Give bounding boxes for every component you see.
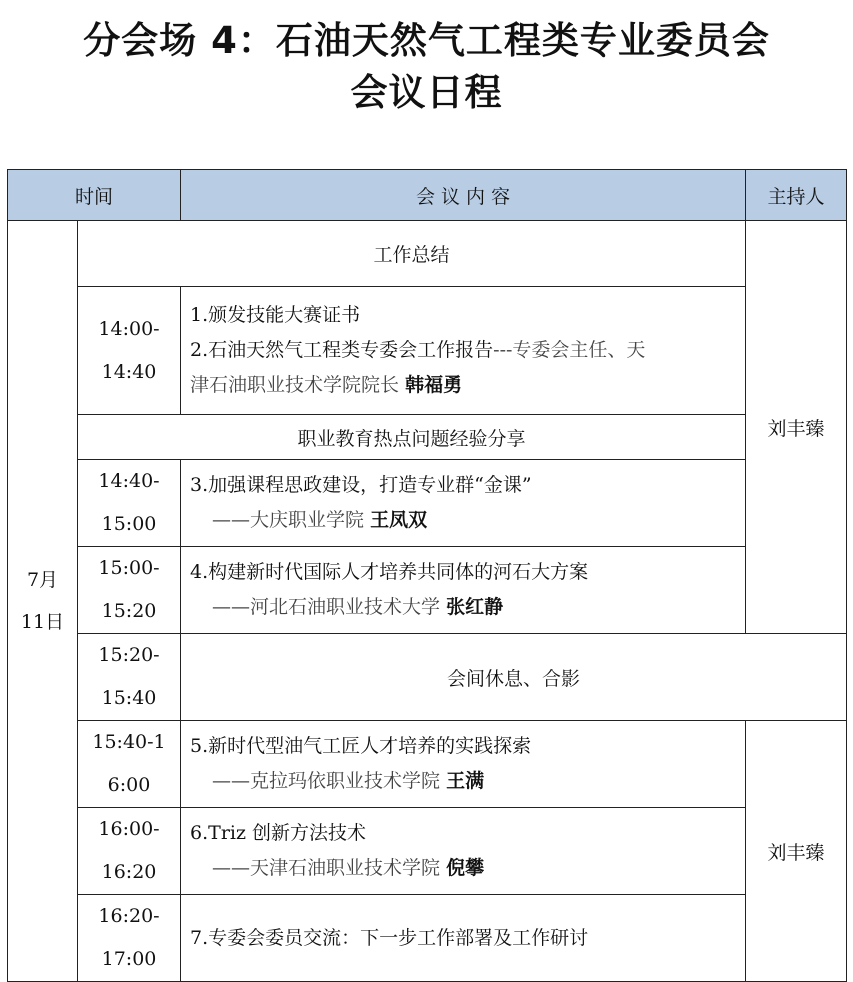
time-start: 16:00- bbox=[98, 818, 160, 840]
agenda-item bbox=[190, 368, 745, 403]
schedule-table bbox=[7, 169, 847, 982]
content-cell bbox=[181, 895, 746, 982]
time-cell bbox=[78, 460, 181, 547]
agenda-org: ---专委会主任、天 bbox=[493, 339, 646, 361]
date-cell bbox=[8, 221, 78, 982]
agenda-item: 1.颁发技能大赛证书 bbox=[190, 304, 361, 326]
time-end: 6:00 bbox=[107, 774, 151, 796]
agenda-org-line bbox=[190, 851, 745, 886]
speaker-name: 王凤双 bbox=[370, 509, 428, 531]
time-cell bbox=[78, 287, 181, 415]
agenda-topic: 2.石油天然气工程类专委会工作报告 bbox=[190, 339, 494, 361]
time-end: 15:40 bbox=[101, 687, 157, 709]
table-row bbox=[8, 221, 847, 287]
agenda-topic: 5.新时代型油气工匠人才培养的实践探索 bbox=[190, 735, 532, 757]
time-cell bbox=[78, 895, 181, 982]
table-row bbox=[8, 721, 847, 808]
break-cell: 会间休息、合影 bbox=[181, 634, 847, 721]
table-row bbox=[8, 895, 847, 982]
table-row bbox=[8, 547, 847, 634]
host-cell: 刘丰臻 bbox=[746, 221, 847, 634]
table-row bbox=[8, 634, 847, 721]
table-row bbox=[8, 415, 847, 460]
time-start: 15:00- bbox=[98, 557, 160, 579]
speaker-name: 王满 bbox=[446, 770, 485, 792]
agenda-topic: 6.Triz 创新方法技术 bbox=[190, 822, 367, 844]
header-content: 会 议 内 容 bbox=[181, 170, 746, 221]
agenda-org-line bbox=[190, 590, 745, 625]
agenda-org: ——天津石油职业技术学院 bbox=[212, 857, 441, 879]
table-row bbox=[8, 460, 847, 547]
time-start: 15:20- bbox=[98, 644, 160, 666]
agenda-item bbox=[190, 333, 745, 368]
page-subtitle: 会议日程 bbox=[350, 71, 503, 114]
agenda-org: ——河北石油职业技术大学 bbox=[212, 596, 441, 618]
time-end: 16:20 bbox=[101, 861, 157, 883]
agenda-org-line bbox=[190, 764, 745, 799]
time-end: 15:00 bbox=[101, 513, 157, 535]
time-start: 14:00- bbox=[98, 317, 160, 340]
time-end: 14:40 bbox=[101, 360, 157, 383]
section-heading: 工作总结 bbox=[78, 221, 746, 287]
date-month: 7月 bbox=[26, 569, 59, 591]
content-cell bbox=[181, 808, 746, 895]
section-heading: 职业教育热点问题经验分享 bbox=[78, 415, 746, 460]
content-cell bbox=[181, 547, 746, 634]
time-cell bbox=[78, 808, 181, 895]
table-row bbox=[8, 808, 847, 895]
date-day: 11日 bbox=[20, 611, 65, 633]
speaker-name: 韩福勇 bbox=[405, 374, 463, 396]
table-header-row bbox=[8, 170, 847, 221]
header-host: 主持人 bbox=[746, 170, 847, 221]
agenda-org-line bbox=[190, 503, 745, 538]
time-end: 17:00 bbox=[101, 948, 157, 970]
agenda-topic: 7.专委会委员交流：下一步工作部署及工作研讨 bbox=[190, 926, 589, 949]
content-cell bbox=[181, 460, 746, 547]
content-cell bbox=[181, 721, 746, 808]
agenda-topic: 4.构建新时代国际人才培养共同体的河石大方案 bbox=[190, 561, 589, 583]
time-start: 14:40- bbox=[98, 470, 160, 492]
speaker-name: 张红静 bbox=[446, 596, 504, 618]
agenda-org: ——大庆职业学院 bbox=[212, 509, 365, 531]
header-time: 时间 bbox=[8, 170, 181, 221]
time-cell bbox=[78, 634, 181, 721]
time-cell bbox=[78, 721, 181, 808]
page-title: 分会场 4：石油天然气工程类专业委员会 bbox=[83, 19, 770, 62]
agenda-topic: 3.加强课程思政建设，打造专业群“金课” bbox=[190, 474, 532, 496]
host-cell: 刘丰臻 bbox=[746, 721, 847, 982]
table-row bbox=[8, 287, 847, 415]
content-cell bbox=[181, 287, 746, 415]
time-start: 16:20- bbox=[98, 905, 160, 927]
time-cell bbox=[78, 547, 181, 634]
speaker-name: 倪攀 bbox=[446, 857, 485, 879]
agenda-org: 津石油职业技术学院院长 bbox=[190, 374, 400, 396]
time-start: 15:40-1 bbox=[92, 731, 166, 753]
time-end: 15:20 bbox=[101, 600, 157, 622]
agenda-org: ——克拉玛依职业技术学院 bbox=[212, 770, 441, 792]
